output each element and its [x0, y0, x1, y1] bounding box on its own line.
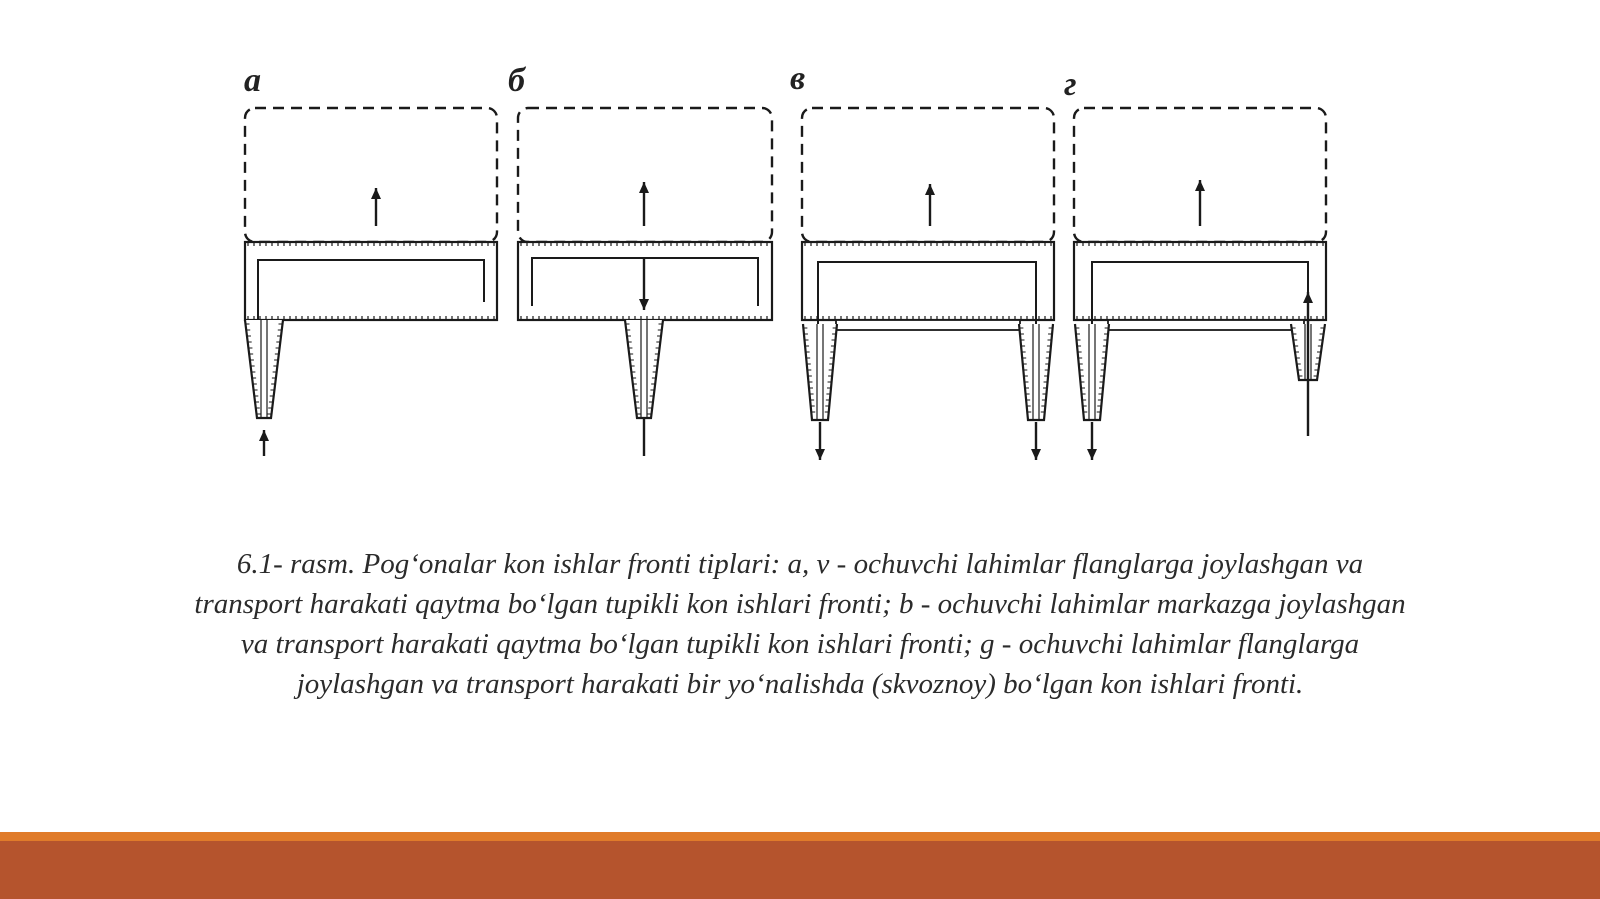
panel-b-advance-arrow-head — [639, 182, 649, 193]
panel-a-advance-arrow-head — [371, 188, 381, 199]
caption-line-2: transport harakati qaytma bo‘lgan tupikli kon ishlari fronti; b - ochuvchi lahimlar markazga joylashgan — [194, 588, 1406, 620]
panel-a-access-trench — [245, 320, 283, 418]
panel-v-bench — [802, 242, 1054, 320]
panel-v-advance-arrow-head — [925, 184, 935, 195]
panel-g-advance-arrow-head — [1195, 180, 1205, 191]
caption-line-4: joylashgan va transport harakati bir yo‘nalishda (skvoznoy) bo‘lgan kon ishlari fronti. — [296, 668, 1304, 700]
mining-front-diagram — [240, 62, 1360, 482]
caption-line-1: 6.1- rasm. Pog‘onalar kon ishlar fronti tiplari: a, v - ochuvchi lahimlar flanglarga joylashgan va — [236, 548, 1364, 580]
panel-g-inner-ledge — [1108, 320, 1304, 330]
panel-v-right-exit-arrow-head — [1031, 449, 1041, 460]
panel-g-bench — [1074, 242, 1326, 320]
panel-v-left-trench — [803, 324, 837, 420]
panel-g-exit-arrow-head — [1087, 449, 1097, 460]
footer-accent-line — [0, 832, 1600, 841]
panel-v-inner-ledge — [836, 320, 1020, 330]
panel-v-left-exit-arrow-head — [815, 449, 825, 460]
panel-v-right-trench — [1019, 324, 1053, 420]
panel-v-advance-zone — [802, 108, 1054, 242]
figure-caption — [60, 544, 1540, 704]
panel-a-bench — [245, 242, 497, 320]
panel-g-exit-trench — [1075, 324, 1109, 420]
caption-line-3: va transport harakati qaytma bo‘lgan tupikli kon ishlari fronti; g - ochuvchi lahimlar flanglarga — [240, 628, 1360, 660]
panel-a-access-arrow-head — [259, 430, 269, 441]
panel-b-access-trench — [625, 320, 663, 418]
footer-band — [0, 841, 1600, 899]
panel-label-a: а — [244, 62, 261, 99]
panel-label-b: б — [508, 62, 525, 99]
panel-a-advance-zone — [245, 108, 497, 242]
diagram-drawing — [240, 62, 1360, 482]
panel-label-g: г — [1064, 66, 1077, 103]
panel-label-v: в — [790, 60, 806, 97]
